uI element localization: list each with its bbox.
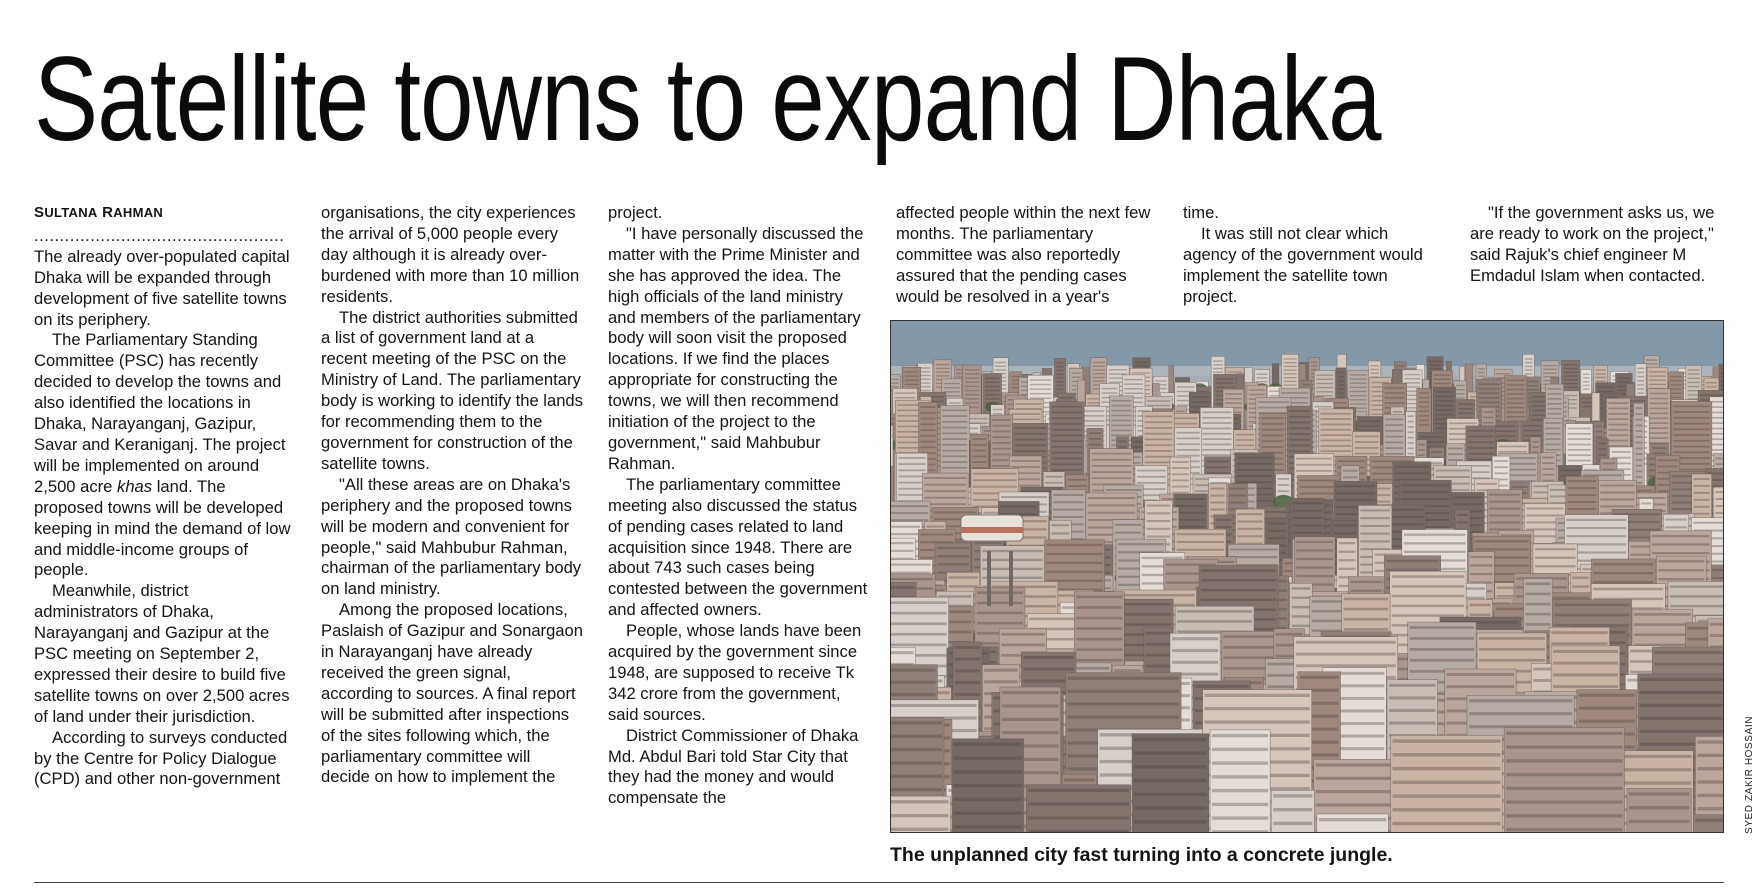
- article-paragraph: Meanwhile, district administrators of Dhaka, Narayanganj and Gazipur at the PSC meeting on September 2, expressed their desire to build five satellite towns on over 2,500 acres of land under their jurisdiction.: [34, 581, 290, 726]
- article-paragraph: People, whose lands have been acquired by the government since 1948, are supposed to receive Tk 342 crore from the government, said sources.: [608, 621, 862, 724]
- article-paragraph: "All these areas are on Dhaka's periphery and the proposed towns will be modern and convenient for people," said Mahbubur Rahman, chairman of the parliamentary body on land ministry.: [321, 474, 582, 599]
- bottom-rule: [34, 882, 1724, 883]
- article-paragraph: According to surveys conducted by the Centre for Policy Dialogue (CPD) and other non-government: [34, 727, 288, 789]
- photo-caption: The unplanned city fast turning into a concrete jungle.: [890, 844, 1393, 866]
- article-paragraph: The district authorities submitted a list of government land at a recent meeting of the PSC on the Ministry of Land. The parliamentary body is working to identify the lands for recommending them to the government for construction of the satellite towns.: [321, 307, 583, 473]
- byline: SULTANA RAHMAN: [34, 204, 164, 221]
- headline: Satellite towns to expand Dhaka: [34, 32, 1381, 166]
- article-column-6: [1470, 203, 1732, 287]
- article-paragraph: District Commissioner of Dhaka Md. Abdul Bari told Star City that they had the money and would compensate the: [608, 725, 859, 808]
- city-skyline-photo: [890, 320, 1724, 833]
- article-paragraph: Among the proposed locations, Paslaish of Gazipur and Sonargaon in Narayanganj have already received the green signal, according to sources. A final report will be submitted after inspections of the sites following which, the parliamentary committee will decide on how to implement the: [321, 600, 583, 787]
- article-paragraph: The parliamentary committee meeting also discussed the status of pending cases related to land acquisition since 1948. There are about 743 such cases being contested between the government and affected owners.: [608, 474, 868, 620]
- article-paragraph: time.: [1183, 203, 1219, 222]
- article-paragraph: "I have personally discussed the matter with the Prime Minister and she has approved the idea. The high officials of the land ministry and members of the parliamentary body will soon visit the proposed locations. If we find the places appropriate for constructing the towns, we will then recommend initiation of the project to the government," said Mahbubur Rahman.: [608, 223, 864, 473]
- article-column-5: [1183, 203, 1445, 308]
- article-paragraph: It was still not clear which agency of the government would implement the satellite town project.: [1183, 223, 1423, 306]
- article-paragraph: The already over-populated capital Dhaka will be expanded through development of five satellite towns on its periphery.: [34, 246, 290, 329]
- photo-credit: SYED ZAKIR HOSSAIN: [1744, 715, 1755, 834]
- article-column-1: [34, 203, 296, 790]
- article-paragraph: The Parliamentary Standing Committee (PSC) has recently decided to develop the towns and also identified the locations in Dhaka, Narayanganj, Gazipur, Savar and Keraniganj. The project will be implemented on around 2,500 acre khas land. The proposed towns will be developed keeping in mind the demand of low and middle-income groups of people.: [34, 330, 291, 580]
- article-paragraph: affected people within the next few months. The parliamentary committee was also reportedly assured that the pending cases would be resolved in a year's: [896, 203, 1151, 306]
- article-column-3: [608, 203, 870, 809]
- article-column-2: [321, 203, 583, 788]
- article-paragraph: organisations, the city experiences the arrival of 5,000 people every day although it is already over-burdened with more than 10 million residents.: [321, 203, 580, 306]
- byline-separator: .................................................: [34, 225, 285, 245]
- article-paragraph: "If the government asks us, we are ready to work on the project," said Rajuk's chief engineer M Emdadul Islam when contacted.: [1470, 203, 1715, 285]
- article-paragraph: project.: [608, 203, 663, 222]
- article-column-4: [896, 203, 1158, 308]
